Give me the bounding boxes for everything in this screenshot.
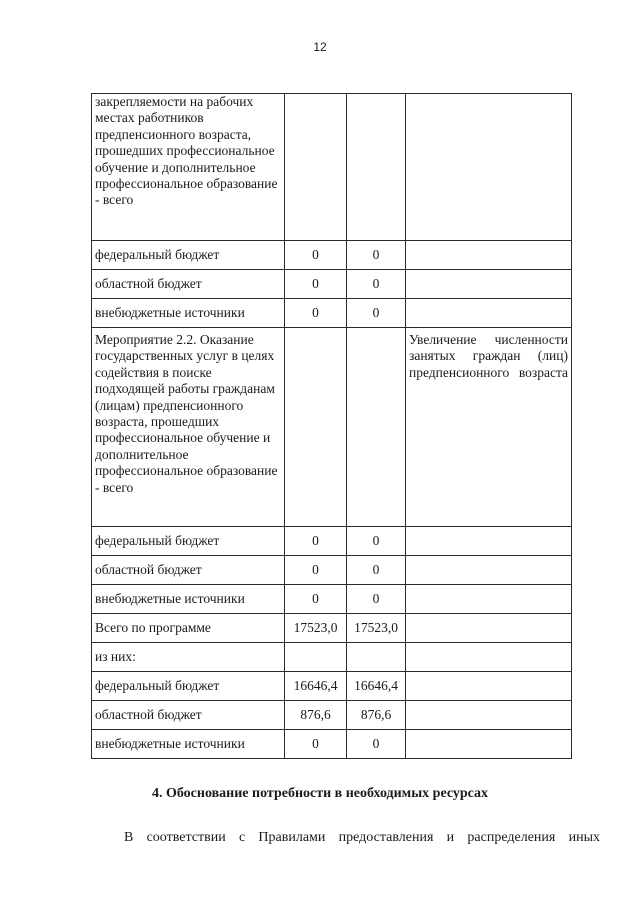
value-cell: 16646,4 [347,672,406,701]
value-cell: 0 [285,527,347,556]
result-cell [406,299,572,328]
result-cell [406,672,572,701]
value-cell: 16646,4 [285,672,347,701]
value-cell: 0 [285,241,347,270]
table-row [92,701,572,730]
body-paragraph: В соответствии с Правилами предоставления и распределения иных [124,830,600,845]
row-label: Всего по программе [92,614,285,643]
result-cell [406,328,572,527]
table-row [92,527,572,556]
result-cell [406,614,572,643]
result-cell [406,556,572,585]
value-cell [347,643,406,672]
value-cell: 17523,0 [285,614,347,643]
result-cell [406,94,572,241]
value-cell: 876,6 [285,701,347,730]
section-heading: 4. Обоснование потребности в необходимых ресурсах [151,786,489,801]
value-cell: 0 [347,270,406,299]
value-cell: 0 [347,241,406,270]
page-number: 12 [313,40,327,54]
value-cell: 0 [285,556,347,585]
value-cell: 0 [347,299,406,328]
value-cell: 0 [285,585,347,614]
table-row [92,643,572,672]
result-cell [406,270,572,299]
value-cell: 0 [347,556,406,585]
value-cell: 0 [347,527,406,556]
table-row [92,556,572,585]
table-row [92,270,572,299]
result-cell [406,730,572,759]
value-cell: 0 [285,730,347,759]
program-financing-table [91,93,572,759]
table-row [92,730,572,759]
value-cell [347,94,406,241]
table-row [92,94,572,241]
row-label: внебюджетные источники [92,585,285,614]
table-row [92,614,572,643]
value-cell: 17523,0 [347,614,406,643]
row-label: федеральный бюджет [92,672,285,701]
value-cell [285,94,347,241]
value-cell: 0 [285,299,347,328]
table-row [92,241,572,270]
result-cell [406,701,572,730]
table-row [92,672,572,701]
value-cell [285,328,347,527]
value-cell: 876,6 [347,701,406,730]
table-row [92,299,572,328]
result-text: Увеличение численности занятых граждан (лиц) предпенсионного возраста [409,332,568,380]
value-cell [347,328,406,527]
row-label: Мероприятие 2.2. Оказание государственных услуг в целях содействия в поиске подходящей работы гражданам (лицам) предпенсионного возраста, прошедших профессиональное обучение и дополнительное профессиональное образование - всего [92,328,285,527]
row-label: областной бюджет [92,701,285,730]
result-cell [406,643,572,672]
value-cell: 0 [285,270,347,299]
row-label: из них: [92,643,285,672]
result-cell [406,527,572,556]
row-label: внебюджетные источники [92,730,285,759]
row-label: федеральный бюджет [92,527,285,556]
row-label: внебюджетные источники [92,299,285,328]
result-cell [406,241,572,270]
row-label: закрепляемости на рабочих местах работников предпенсионного возраста, прошедших профессиональное обучение и дополнительное профессиональное образование - всего [92,94,285,241]
value-cell: 0 [347,730,406,759]
row-label: областной бюджет [92,270,285,299]
result-cell [406,585,572,614]
row-label: областной бюджет [92,556,285,585]
value-cell: 0 [347,585,406,614]
row-label: федеральный бюджет [92,241,285,270]
table-row [92,328,572,527]
value-cell [285,643,347,672]
table-row [92,585,572,614]
